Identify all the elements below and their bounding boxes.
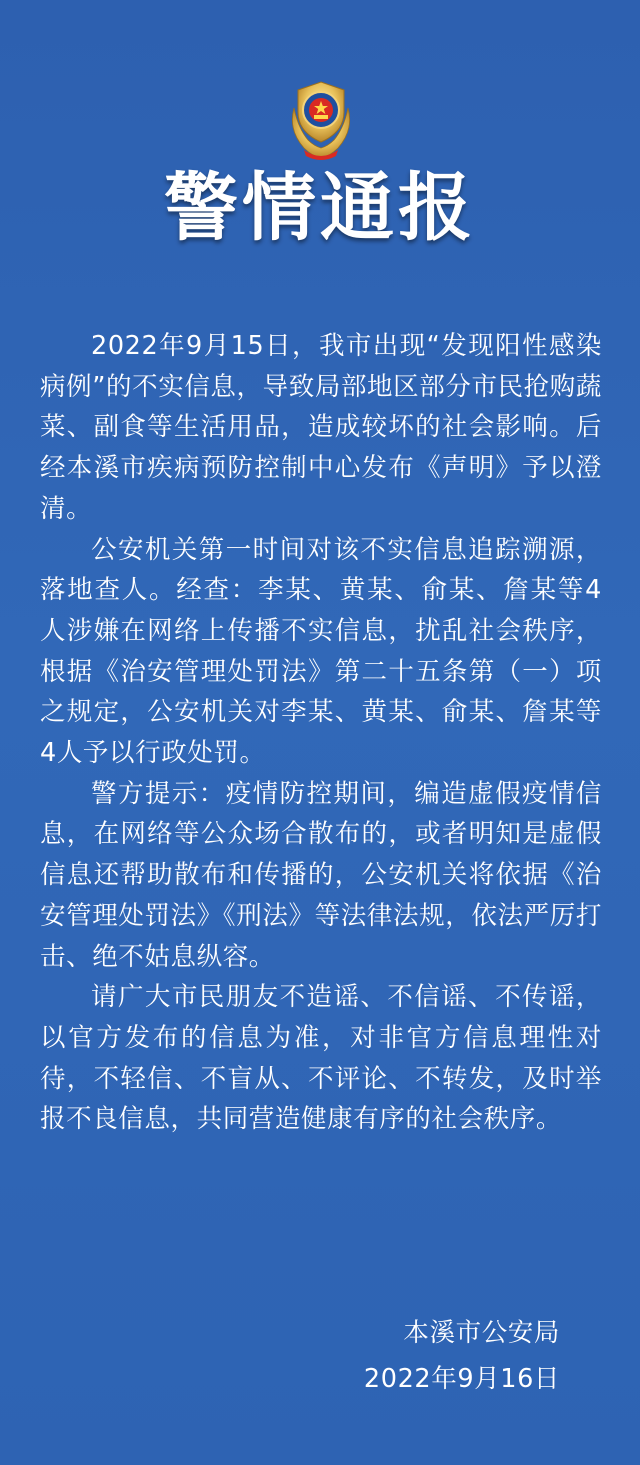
notice-body [40, 326, 602, 1140]
issue-date: 2022年9月16日 [363, 1364, 560, 1394]
issuer-name: 本溪市公安局 [403, 1318, 560, 1348]
police-emblem-icon [286, 78, 356, 162]
paragraph: 公安机关第一时间对该不实信息追踪溯源，落地查人。经查：李某、黄某、俞某、詹某等4人涉嫌在网络上传播不实信息，扰乱社会秩序，根据《治安管理处罚法》第二十五条第（一）项之规定，公安机关对李某、黄某、俞某、詹某等4人予以行政处罚。 [40, 534, 602, 769]
page-title: 警情通报 [164, 165, 476, 251]
paragraph: 警方提示：疫情防控期间，编造虚假疫情信息，在网络等公众场合散布的，或者明知是虚假信息还帮助散布和传播的，公安机关将依据《治安管理处罚法》《刑法》等法律法规，依法严厉打击、绝不姑息纵容。 [40, 778, 602, 972]
paragraph: 请广大市民朋友不造谣、不信谣、不传谣，以官方发布的信息为准，对非官方信息理性对待，不轻信、不盲从、不评论、不转发，及时举报不良信息，共同营造健康有序的社会秩序。 [40, 982, 602, 1135]
signature-block [364, 1310, 560, 1402]
paragraph: 2022年9月15日，我市出现“发现阳性感染病例”的不实信息，导致局部地区部分市民抢购蔬菜、副食等生活用品，造成较坏的社会影响。后经本溪市疾病预防控制中心发布《声明》予以澄清。 [40, 331, 602, 524]
